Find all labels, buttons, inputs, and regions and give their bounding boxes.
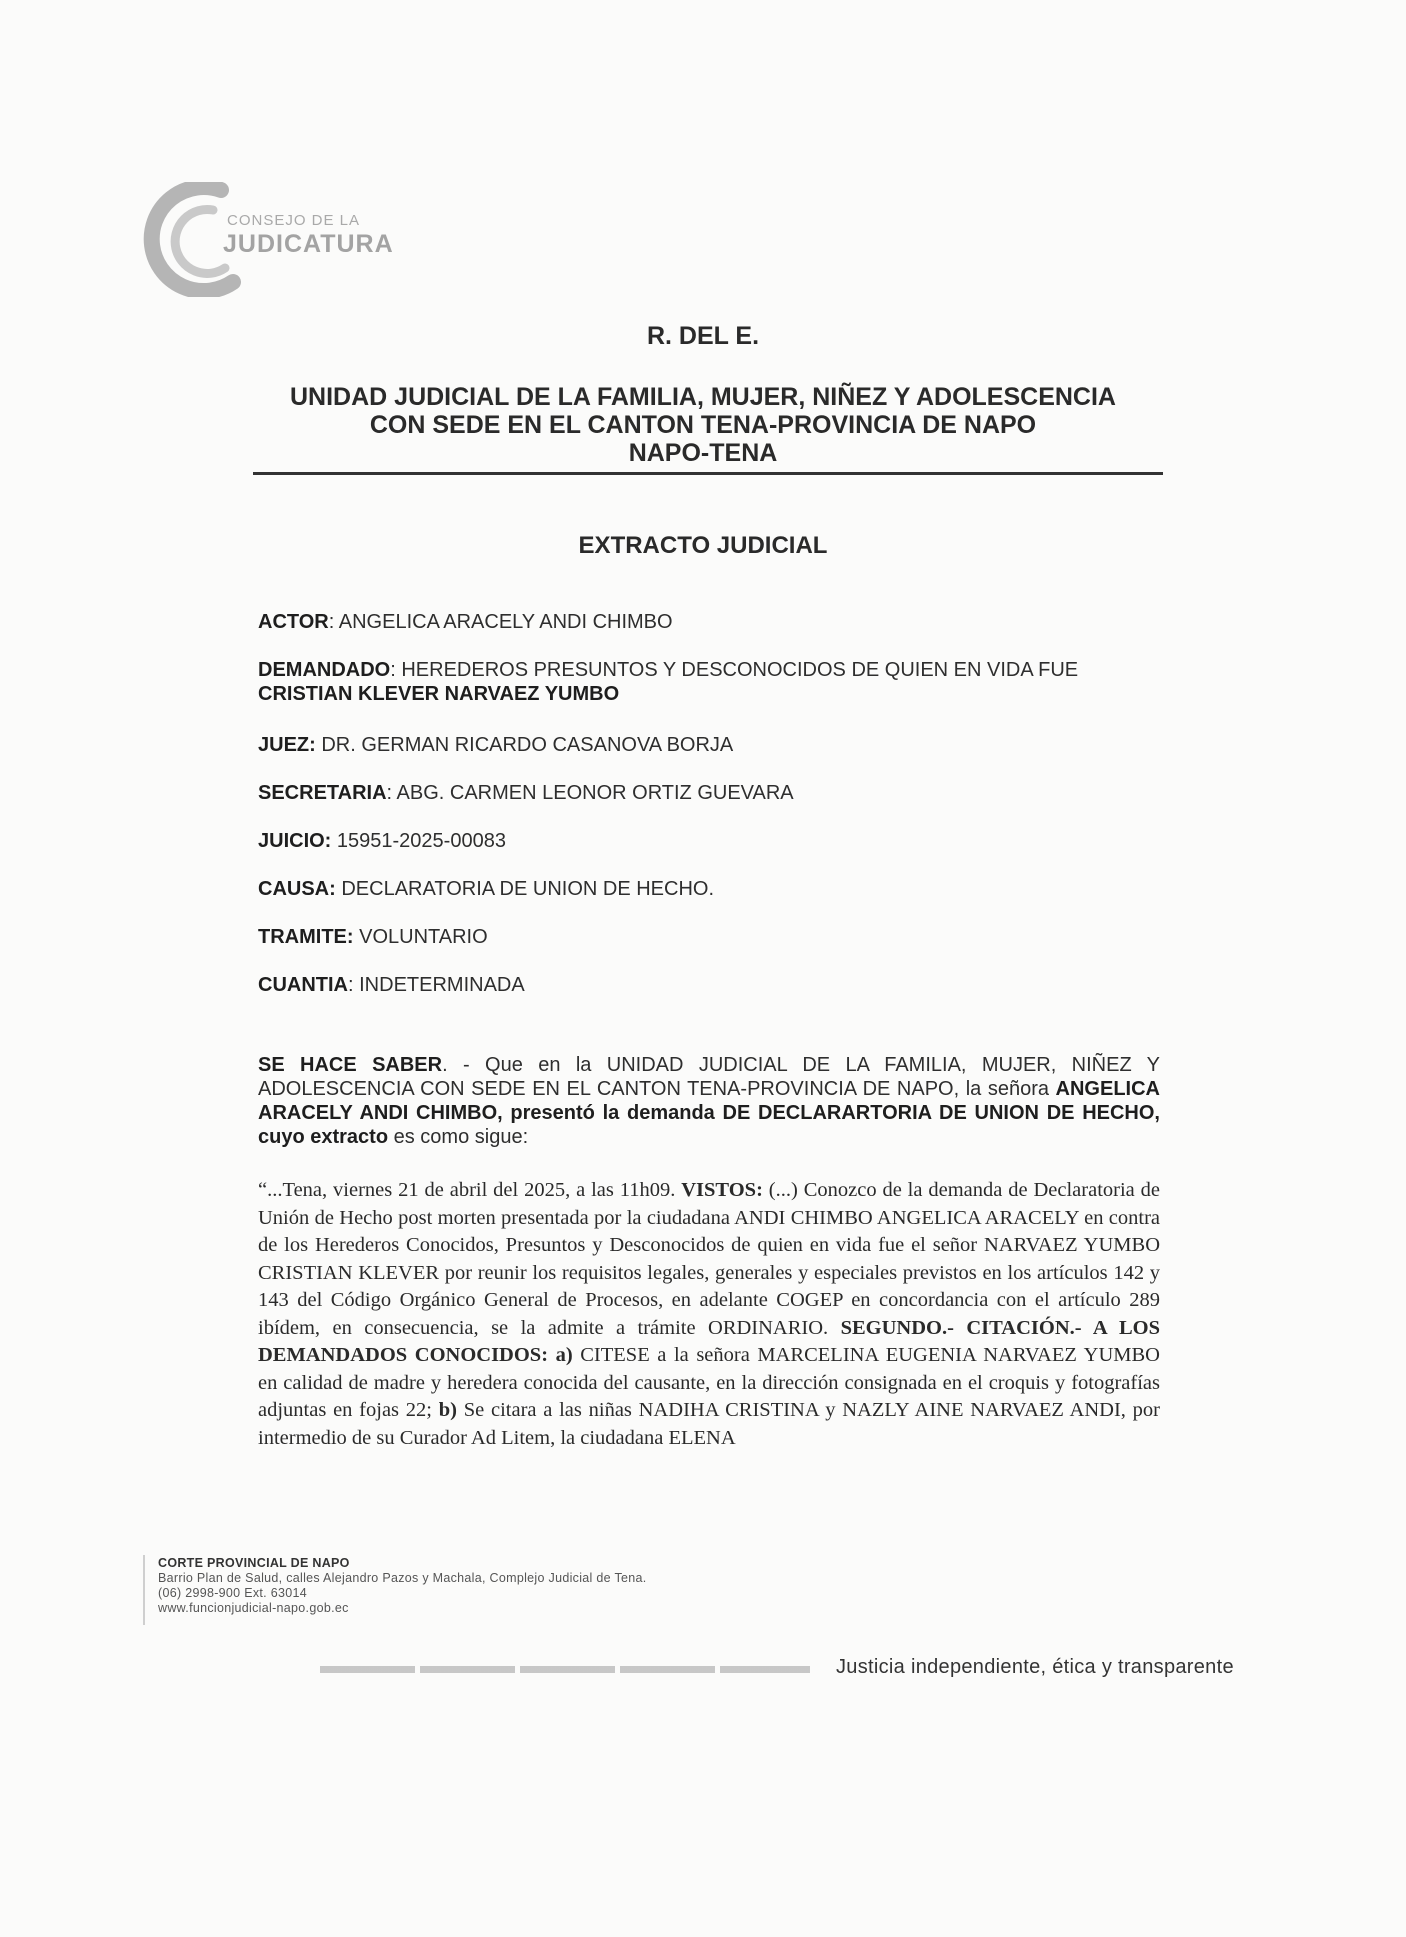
field-causa bbox=[258, 877, 1158, 901]
document-title: EXTRACTO JUDICIAL bbox=[578, 532, 828, 559]
juez-label: JUEZ: bbox=[258, 734, 316, 756]
extract-body2: CITESE a la señora MARCELINA EUGENIA NARVAEZ YUMBO en calidad de madre y heredera conocida del causante, en la dirección consignada en el croquis y fotografías adjuntas en fojas 22; bbox=[258, 1344, 1160, 1421]
field-cuantia: CUANTIA: INDETERMINADA bbox=[258, 974, 525, 996]
field-secretaria: SECRETARIA: ABG. CARMEN LEONOR ORTIZ GUEVARA bbox=[258, 782, 794, 804]
demandado-value: HEREDEROS PRESUNTOS Y DESCONOCIDOS DE QUIEN EN VIDA FUE bbox=[401, 659, 1079, 681]
juez-value: DR. GERMAN RICARDO CASANOVA BORJA bbox=[321, 734, 734, 756]
extract-paragraph bbox=[258, 1177, 1160, 1452]
secretaria-label: SECRETARIA bbox=[258, 782, 387, 804]
extract-segundo: SEGUNDO.- CITACIÓN.- A LOS DEMANDADOS CONOCIDOS: bbox=[258, 1316, 1160, 1366]
footer-address: Barrio Plan de Salud, calles Alejandro Pazos y Machala, Complejo Judicial de Tena. bbox=[158, 1571, 647, 1585]
judicatura-logo bbox=[143, 182, 403, 297]
unit-line3: NAPO-TENA bbox=[628, 439, 778, 467]
causa-value: DECLARATORIA DE UNION DE HECHO. bbox=[341, 878, 714, 900]
extract-body1: (...) Conozco de la demanda de Declaratoria de Unión de Hecho post morten presentada por la ciudadana ANDI CHIMBO ANGELICA ARACELY en contra de los Herederos Conocidos, Presuntos y Desconocidos de quien en vida fue el señor NARVAEZ YUMBO CRISTIAN KLEVER por reunir los requisitos legales, generales y especiales previstos en los artículos 142 y 143 del Código Orgánico General de Procesos, en adelante COGEP en concordancia con el artículo 289 ibídem, en consecuencia, se la admite a trámite ORDINARIO. bbox=[258, 1179, 1160, 1339]
tramite-label: TRAMITE: bbox=[258, 926, 354, 948]
notice-lead: SE HACE SABER bbox=[258, 1054, 443, 1076]
actor-label: ACTOR bbox=[258, 611, 329, 633]
header-divider bbox=[253, 472, 1163, 475]
extract-body3: Se citara a las niñas NADIHA CRISTINA y NAZLY AINE NARVAEZ ANDI, por intermedio de su Curador Ad Litem, la ciudadana ELENA bbox=[258, 1399, 1160, 1449]
secretaria-value: ABG. CARMEN LEONOR ORTIZ GUEVARA bbox=[396, 782, 794, 804]
unit-line1: UNIDAD JUDICIAL DE LA FAMILIA, MUJER, NIÑEZ Y ADOLESCENCIA bbox=[290, 383, 1116, 411]
notice-bold: ANGELICA ARACELY ANDI CHIMBO, presentó la demanda DE DECLARARTORIA DE UNION DE HECHO, cuyo extracto bbox=[258, 1078, 1160, 1148]
extract-item-b: b) bbox=[438, 1399, 457, 1421]
extract-vistos: VISTOS: bbox=[681, 1179, 763, 1201]
notice-text1: . - Que en la UNIDAD JUDICIAL DE LA FAMILIA, MUJER, NIÑEZ Y ADOLESCENCIA CON SEDE EN EL CANTON TENA-PROVINCIA DE NAPO, la señora bbox=[258, 1054, 1161, 1100]
footer-web: www.funcionjudicial-napo.gob.ec bbox=[158, 1601, 349, 1615]
notice-text2: es como sigue: bbox=[388, 1126, 529, 1148]
footer-stripes bbox=[320, 1666, 810, 1673]
logo-line1: CONSEJO DE LA bbox=[227, 212, 361, 229]
cuantia-value: INDETERMINADA bbox=[359, 974, 525, 996]
field-demandado: DEMANDADO: HEREDEROS PRESUNTOS Y DESCONOCIDOS DE QUIEN EN VIDA FUE CRISTIAN KLEVER NARVAEZ YUMBO bbox=[258, 659, 1079, 705]
field-juicio bbox=[258, 829, 1158, 853]
field-actor: ACTOR: ANGELICA ARACELY ANDI CHIMBO bbox=[258, 611, 673, 633]
field-tramite bbox=[258, 925, 1158, 949]
extract-intro: “...Tena, viernes 21 de abril del 2025, a las 11h09. bbox=[258, 1179, 682, 1201]
causa-label: CAUSA: bbox=[258, 878, 336, 900]
demandado-name: CRISTIAN KLEVER NARVAEZ YUMBO bbox=[258, 683, 620, 705]
extract-item-a: a) bbox=[548, 1344, 573, 1366]
tramite-value: VOLUNTARIO bbox=[359, 926, 488, 948]
footer-address-block bbox=[158, 1556, 647, 1616]
footer-title: CORTE PROVINCIAL DE NAPO bbox=[158, 1556, 350, 1570]
field-juez bbox=[258, 733, 1158, 757]
unit-line2: CON SEDE EN EL CANTON TENA-PROVINCIA DE NAPO bbox=[369, 411, 1037, 439]
footer-divider bbox=[143, 1555, 145, 1625]
juicio-value: 15951-2025-00083 bbox=[336, 830, 506, 852]
notice-paragraph bbox=[258, 1053, 1160, 1149]
logo-line2: JUDICATURA bbox=[223, 230, 394, 258]
cuantia-label: CUANTIA bbox=[258, 974, 348, 996]
juicio-label: JUICIO: bbox=[258, 830, 332, 852]
footer-phone: (06) 2998-900 Ext. 63014 bbox=[158, 1586, 307, 1600]
document-reference: R. DEL E. bbox=[646, 322, 760, 350]
footer-motto: Justicia independiente, ética y transparente bbox=[836, 1656, 1234, 1678]
court-unit-heading bbox=[150, 383, 1256, 467]
actor-value: ANGELICA ARACELY ANDI CHIMBO bbox=[338, 611, 673, 633]
demandado-label: DEMANDADO bbox=[258, 659, 391, 681]
